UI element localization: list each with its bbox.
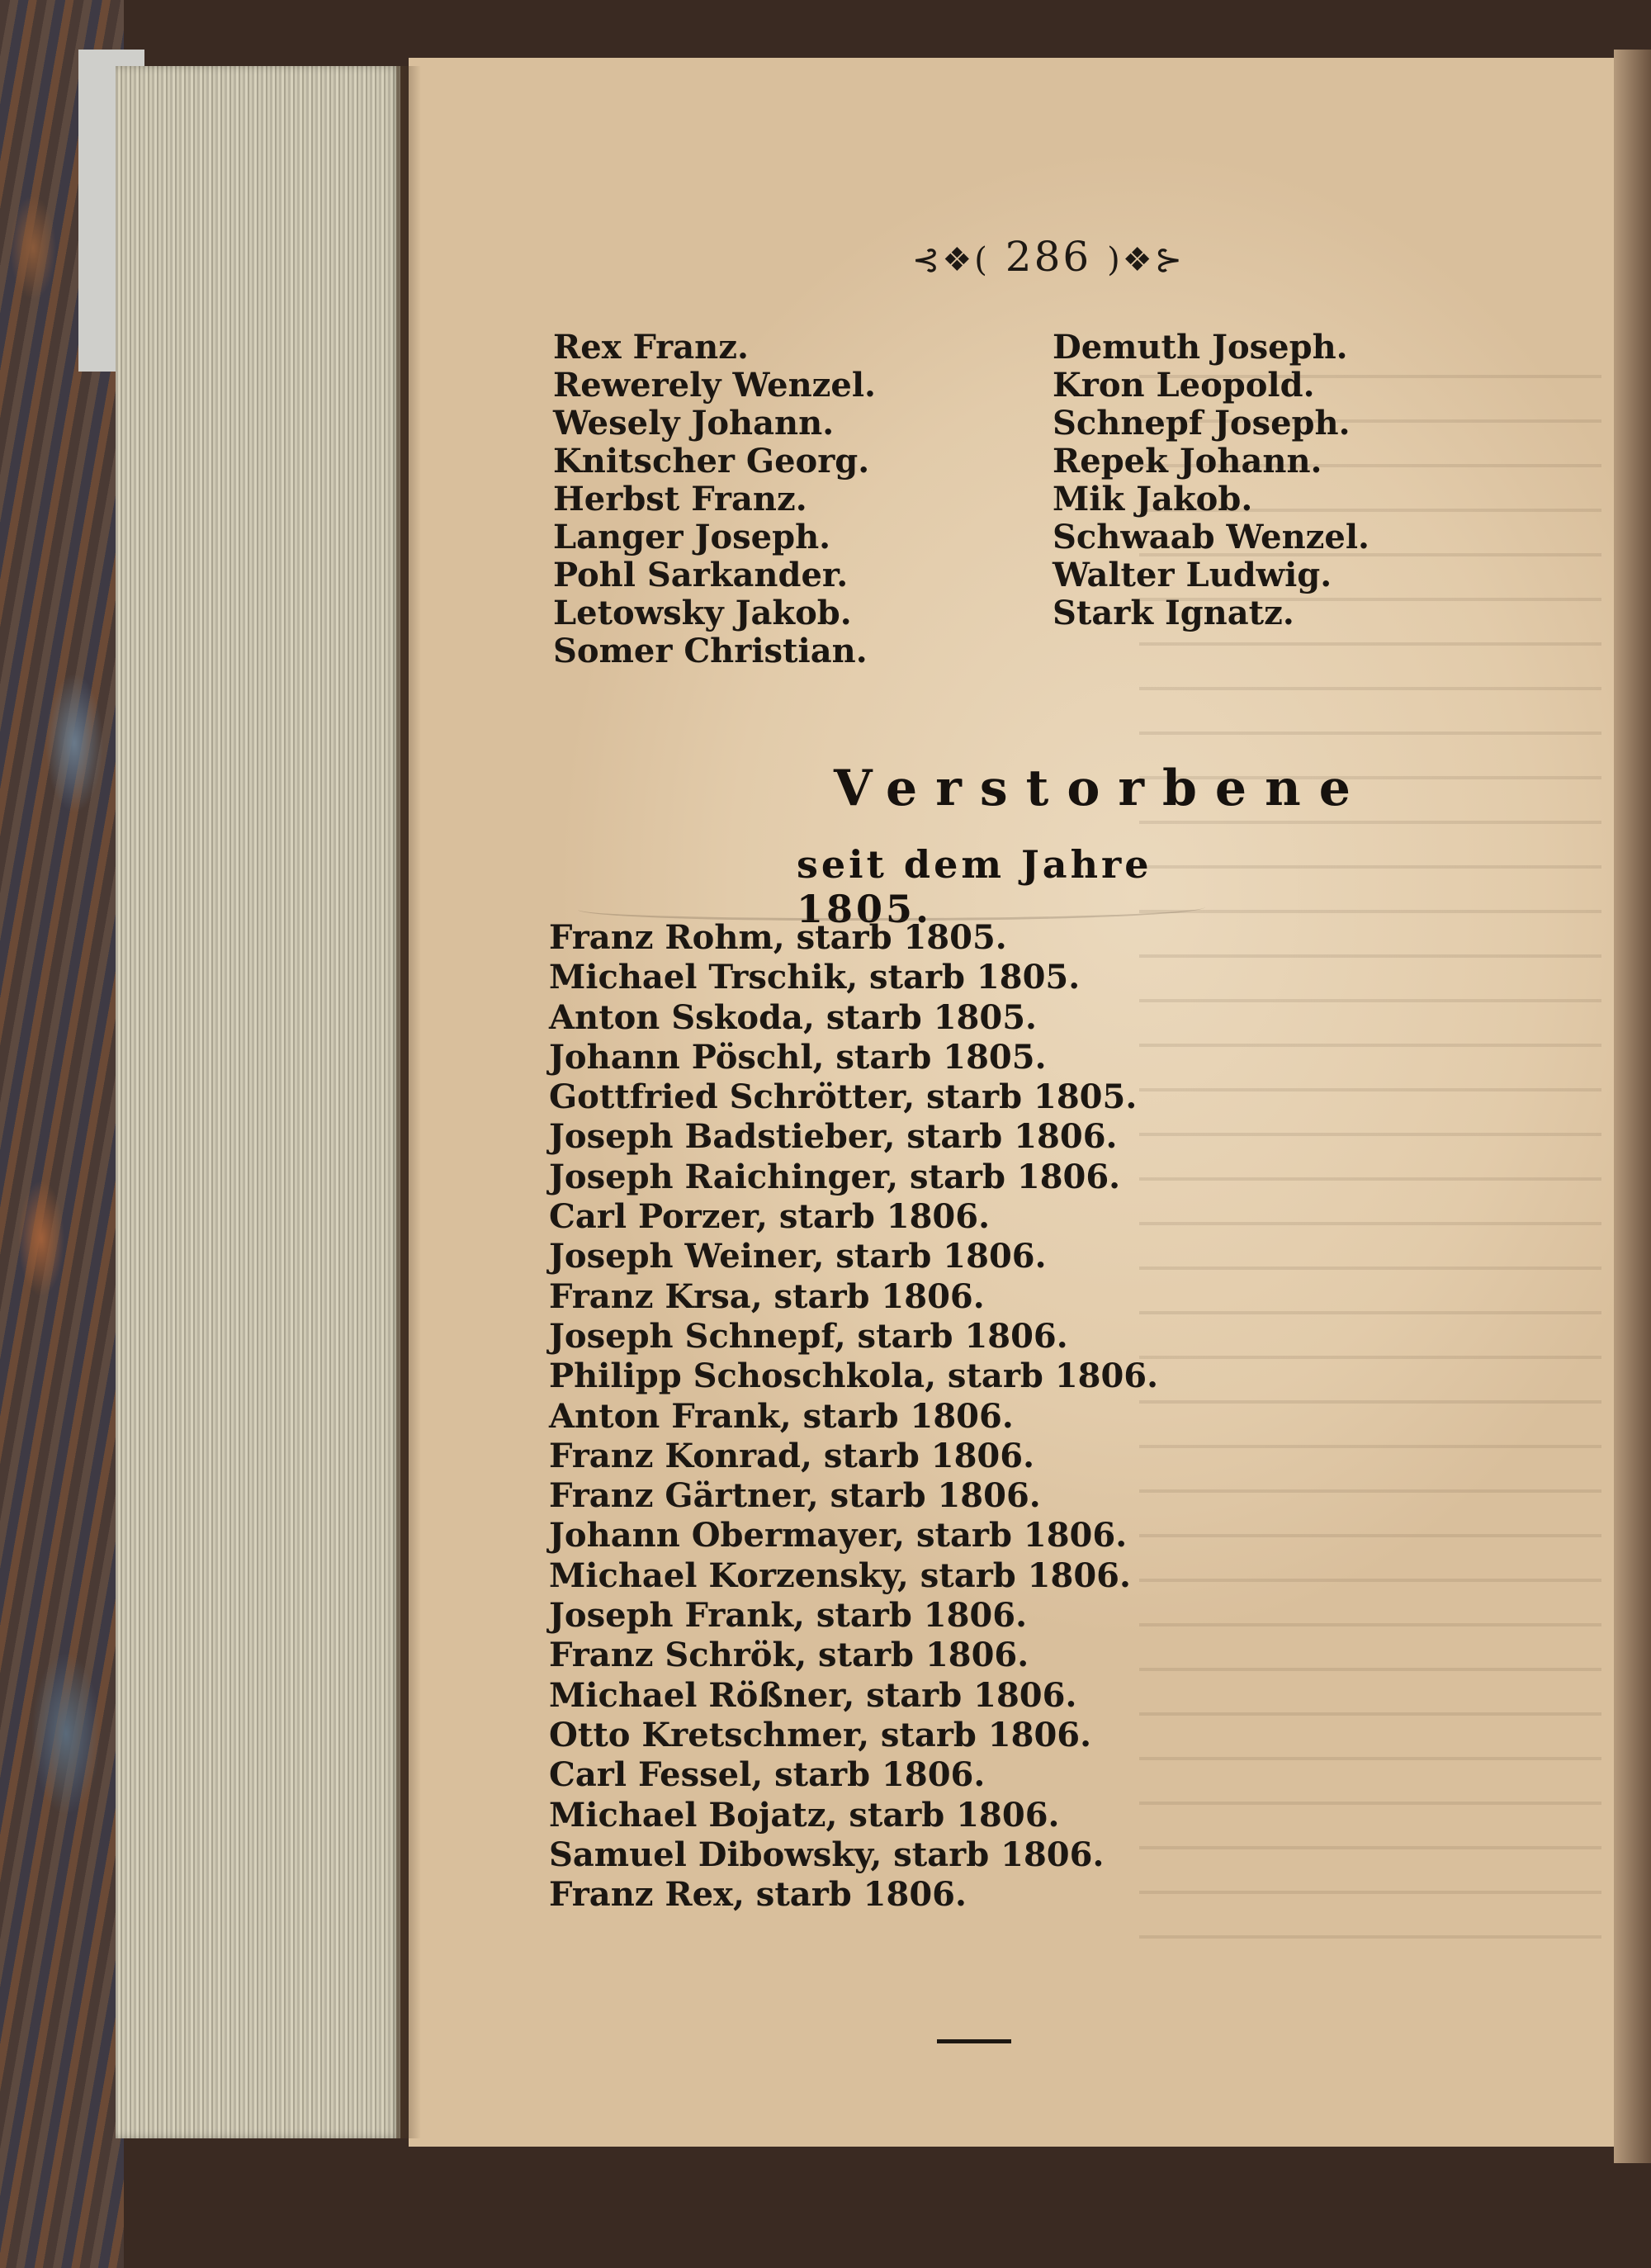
list-item: Franz Konrad, starb 1806.: [549, 1436, 1035, 1475]
list-item: Schwaab Wenzel.: [1053, 518, 1370, 556]
list-item: Somer Christian.: [553, 632, 868, 670]
list-item: Johann Pöschl, starb 1805.: [549, 1037, 1047, 1077]
section-title: Verstorbene: [834, 760, 1369, 817]
list-item: Carl Porzer, starb 1806.: [549, 1197, 991, 1237]
list-item: Kron Leopold.: [1053, 366, 1315, 405]
names-right-column: [1053, 329, 1370, 632]
list-item: Samuel Dibowsky, starb 1806.: [549, 1835, 1105, 1874]
list-item: Demuth Joseph.: [1053, 328, 1348, 367]
list-item: Franz Rohm, starb 1805.: [549, 918, 1007, 957]
page-number: 286: [1005, 233, 1092, 281]
list-item: Mik Jakob.: [1053, 480, 1253, 518]
list-item: Schnepf Joseph.: [1053, 404, 1351, 443]
list-item: Franz Gärtner, starb 1806.: [549, 1476, 1041, 1516]
list-item: Anton Frank, starb 1806.: [549, 1396, 1014, 1436]
deceased-list: [549, 918, 1158, 1915]
list-item: Wesely Johann.: [553, 404, 835, 443]
list-item: Michael Trschik, starb 1805.: [549, 958, 1081, 997]
list-item: Joseph Frank, starb 1806.: [549, 1596, 1028, 1636]
list-item: Joseph Badstieber, starb 1806.: [549, 1117, 1118, 1157]
list-item: Joseph Schnepf, starb 1806.: [549, 1316, 1068, 1356]
paper-tear: [578, 893, 1205, 921]
list-item: Letowsky Jakob.: [553, 594, 852, 632]
ornament-right-icon: )❖⊱: [1107, 241, 1185, 279]
list-item: Anton Sskoda, starb 1805.: [549, 997, 1037, 1037]
list-item: Joseph Weiner, starb 1806.: [549, 1237, 1047, 1276]
list-item: Walter Ludwig.: [1053, 556, 1332, 594]
list-item: Franz Rex, starb 1806.: [549, 1875, 967, 1915]
list-item: Otto Kretschmer, starb 1806.: [549, 1715, 1092, 1754]
list-item: Johann Obermayer, starb 1806.: [549, 1516, 1128, 1555]
section-subtitle: seit dem Jahre 1805.: [797, 842, 1152, 931]
ornament-left-icon: ⊰❖(: [911, 241, 990, 279]
page-header: [875, 233, 1222, 281]
list-item: Stark Ignatz.: [1053, 594, 1294, 632]
list-item: Franz Schrök, starb 1806.: [549, 1636, 1029, 1675]
list-item: Langer Joseph.: [553, 518, 831, 556]
list-item: Philipp Schoschkola, starb 1806.: [549, 1357, 1159, 1396]
list-item: Rex Franz.: [553, 328, 749, 367]
list-item: Repek Johann.: [1053, 442, 1322, 481]
list-item: Herbst Franz.: [553, 480, 807, 518]
list-item: Michael Korzensky, starb 1806.: [549, 1555, 1131, 1595]
list-item: Franz Krsa, starb 1806.: [549, 1276, 985, 1316]
list-item: Joseph Raichinger, starb 1806.: [549, 1157, 1121, 1196]
list-item: Knitscher Georg.: [553, 442, 870, 481]
list-item: Michael Rößner, starb 1806.: [549, 1675, 1077, 1715]
names-left-column: [553, 329, 876, 670]
page-edges: [116, 66, 400, 2138]
list-item: Rewerely Wenzel.: [553, 366, 876, 405]
list-item: Pohl Sarkander.: [553, 556, 849, 594]
end-rule: [937, 2039, 1011, 2043]
page-right-edge: [1614, 50, 1651, 2163]
gutter-shadow: [396, 66, 421, 2138]
list-item: Michael Bojatz, starb 1806.: [549, 1795, 1060, 1835]
list-item: Gottfried Schrötter, starb 1805.: [549, 1077, 1138, 1117]
list-item: Carl Fessel, starb 1806.: [549, 1755, 986, 1795]
